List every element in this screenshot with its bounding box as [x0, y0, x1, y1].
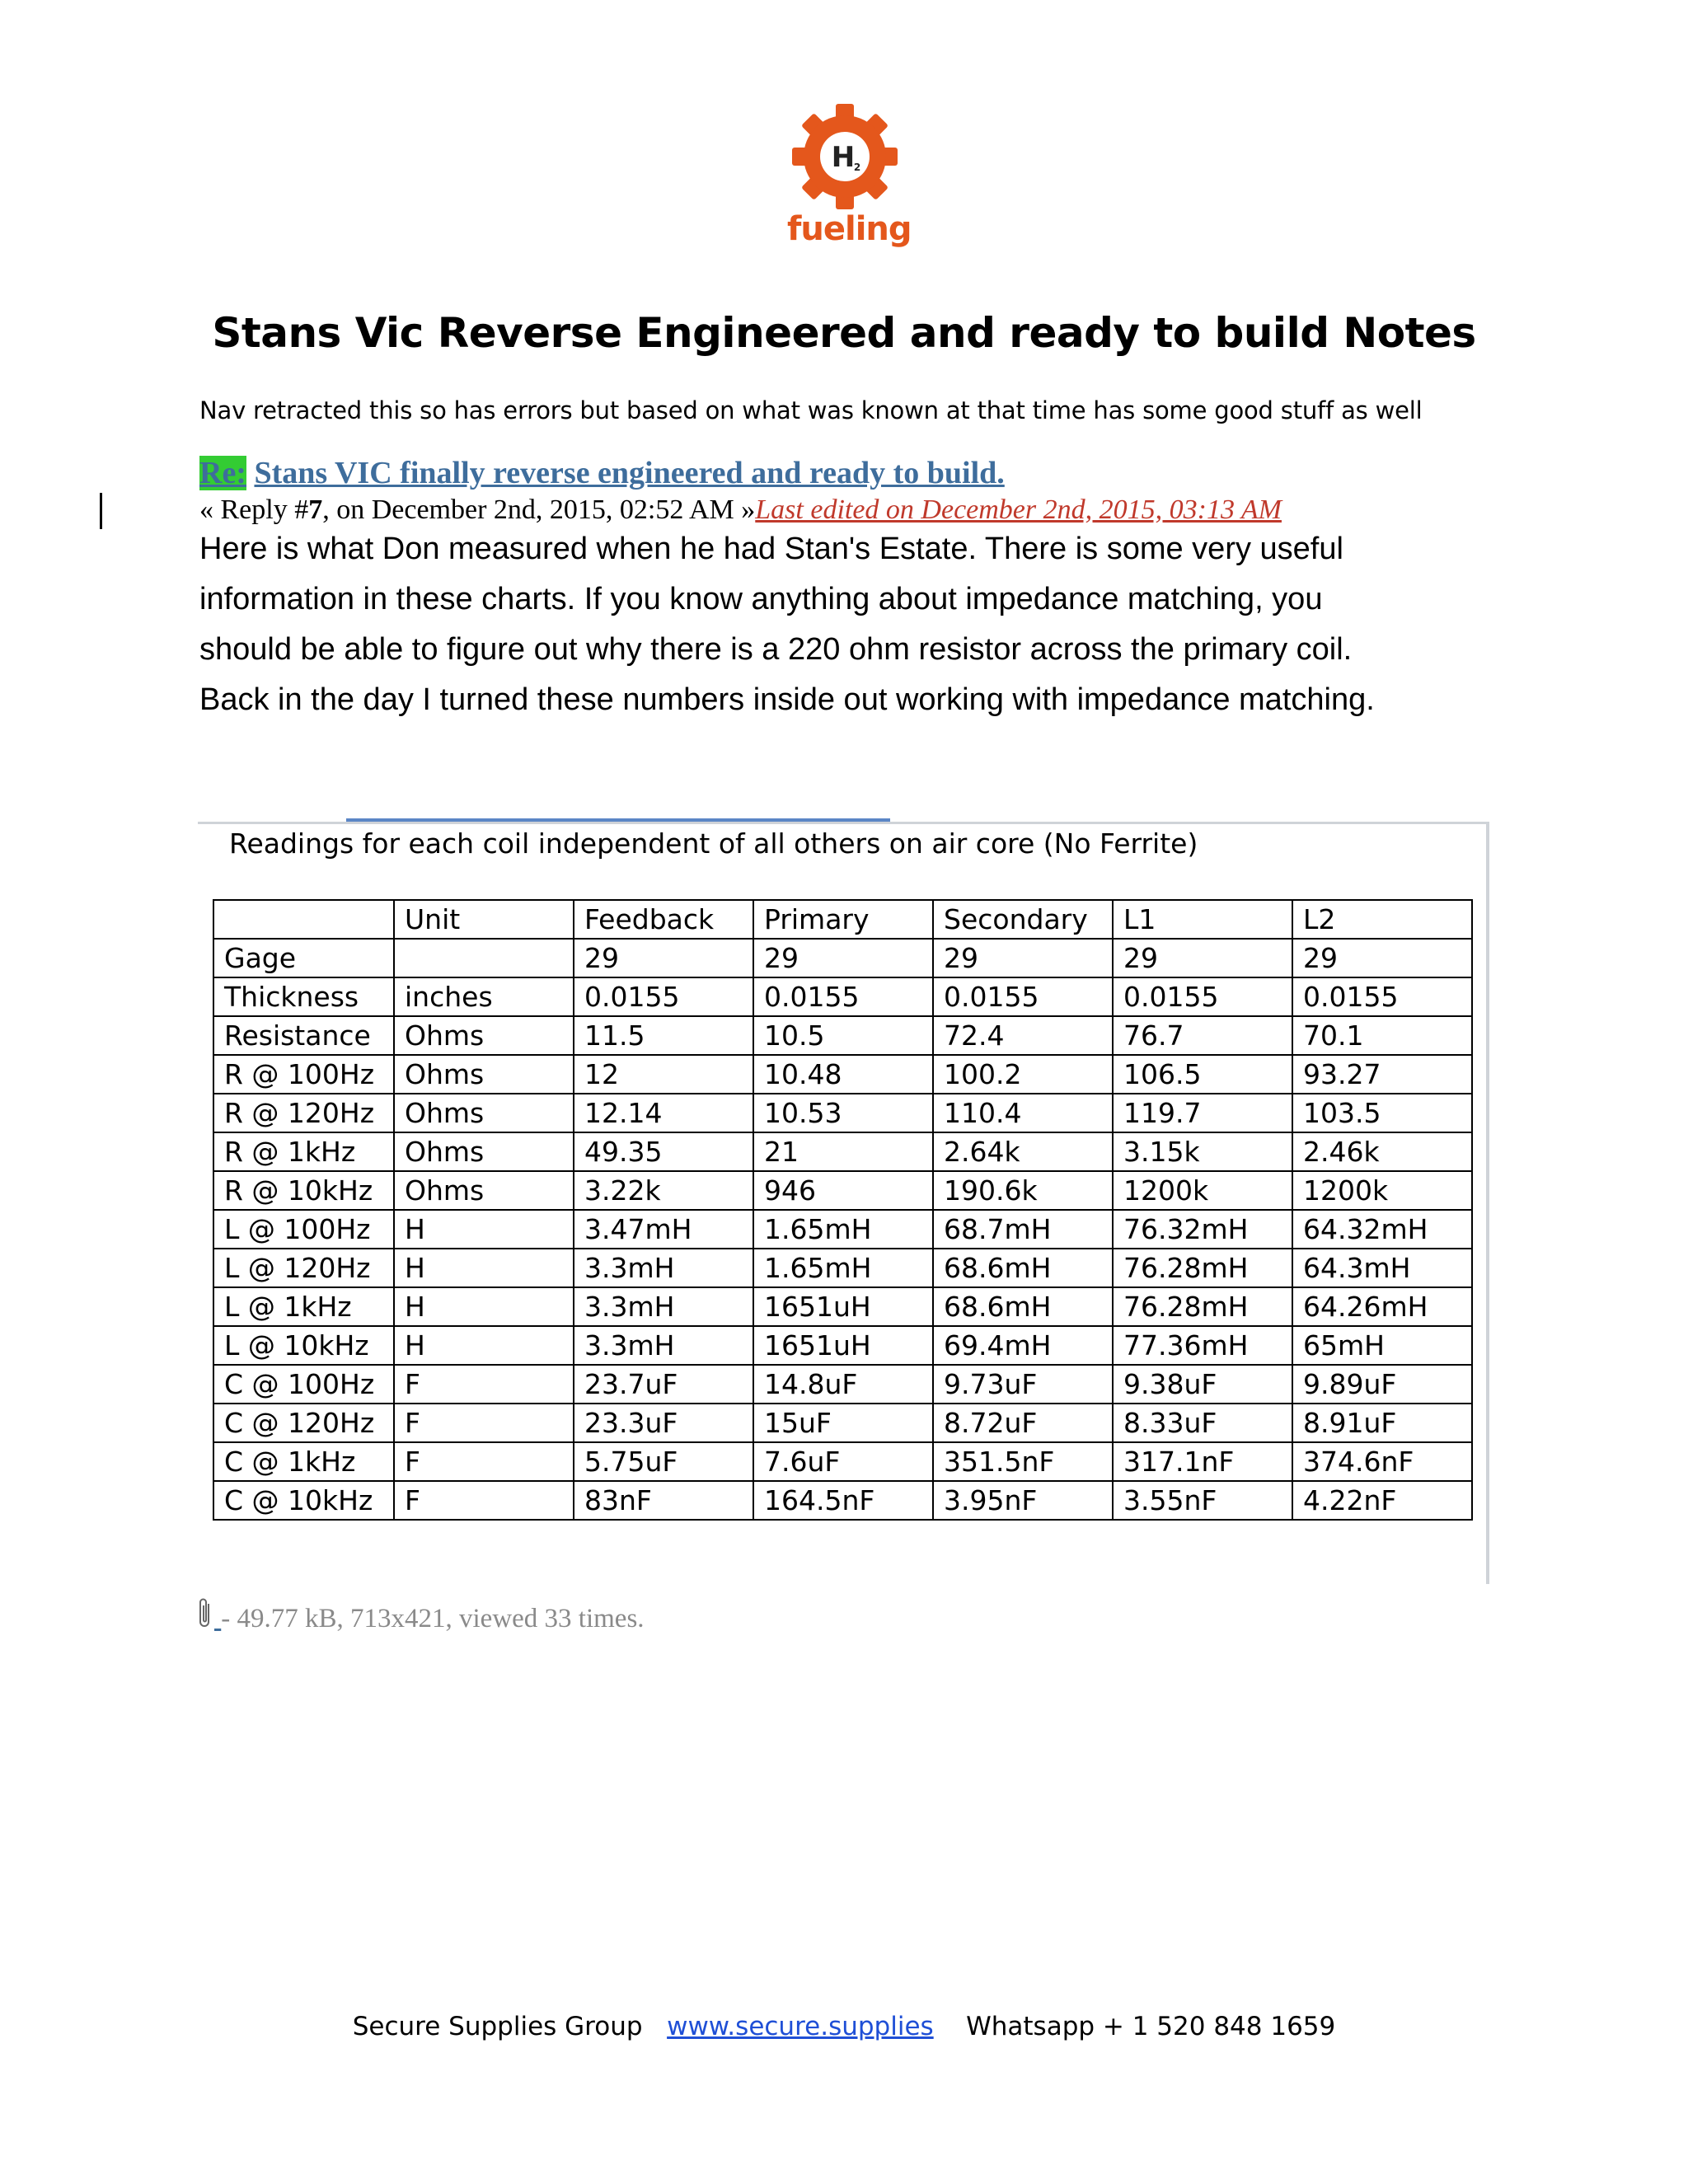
- table-cell: 9.73uF: [933, 1365, 1113, 1404]
- table-row-label: C @ 100Hz: [213, 1365, 394, 1404]
- table-cell: 3.15k: [1113, 1132, 1292, 1171]
- logo-badge-subscript: 2: [853, 162, 861, 173]
- table-row-label: R @ 120Hz: [213, 1094, 394, 1132]
- table-row: [213, 1326, 1472, 1365]
- table-cell: 8.91uF: [1292, 1404, 1472, 1442]
- table-cell: 374.6nF: [1292, 1442, 1472, 1481]
- table-cell: 72.4: [933, 1016, 1113, 1055]
- table-row-label: Gage: [213, 939, 394, 977]
- table-cell: 3.55nF: [1113, 1481, 1292, 1520]
- table-cell: 103.5: [1292, 1094, 1472, 1132]
- post-re-label[interactable]: Re:: [199, 456, 246, 490]
- table-cell: [394, 939, 574, 977]
- post-body-line: Here is what Don measured when he had Stan's Estate. There is some very useful: [199, 532, 1343, 566]
- table-cell: F: [394, 1442, 574, 1481]
- table-cell: 29: [753, 939, 933, 977]
- table-row-label: R @ 100Hz: [213, 1055, 394, 1094]
- table-cell: 9.89uF: [1292, 1365, 1472, 1404]
- table-cell: 0.0155: [933, 977, 1113, 1016]
- table-cell: H: [394, 1249, 574, 1287]
- table-row-label: L @ 1kHz: [213, 1287, 394, 1326]
- table-cell: 29: [1113, 939, 1292, 977]
- table-caption: Readings for each coil independent of all others on air core (No Ferrite): [229, 827, 1198, 860]
- table-cell: 8.72uF: [933, 1404, 1113, 1442]
- table-cell: 65mH: [1292, 1326, 1472, 1365]
- table-image-top-line: [346, 818, 890, 822]
- table-row-label: Thickness: [213, 977, 394, 1016]
- table-cell: 64.26mH: [1292, 1287, 1472, 1326]
- table-cell: 3.22k: [574, 1171, 753, 1210]
- table-cell: 119.7: [1113, 1094, 1292, 1132]
- table-cell: 10.48: [753, 1055, 933, 1094]
- table-row: [213, 1132, 1472, 1171]
- attachment-link[interactable]: [214, 1604, 221, 1633]
- table-cell: 83nF: [574, 1481, 753, 1520]
- logo-brand-text: fueling: [787, 210, 912, 248]
- table-cell: Ohms: [394, 1171, 574, 1210]
- table-cell: 3.3mH: [574, 1287, 753, 1326]
- table-cell: 68.6mH: [933, 1287, 1113, 1326]
- table-cell: 110.4: [933, 1094, 1113, 1132]
- table-cell: 0.0155: [1113, 977, 1292, 1016]
- text-cursor: [100, 493, 102, 529]
- table-cell: 76.32mH: [1113, 1210, 1292, 1249]
- table-cell: 9.38uF: [1113, 1365, 1292, 1404]
- table-cell: 93.27: [1292, 1055, 1472, 1094]
- table-cell: 10.5: [753, 1016, 933, 1055]
- table-row: [213, 1210, 1472, 1249]
- footer-contact: Whatsapp + 1 520 848 1659: [966, 2012, 1336, 2041]
- table-cell: F: [394, 1481, 574, 1520]
- table-cell: 10.53: [753, 1094, 933, 1132]
- table-cell: Ohms: [394, 1055, 574, 1094]
- table-cell: Ohms: [394, 1094, 574, 1132]
- table-header-cell: [213, 900, 394, 939]
- table-cell: 7.6uF: [753, 1442, 933, 1481]
- table-row-label: L @ 120Hz: [213, 1249, 394, 1287]
- table-row: [213, 1365, 1472, 1404]
- table-cell: 3.95nF: [933, 1481, 1113, 1520]
- table-cell: 3.47mH: [574, 1210, 753, 1249]
- table-cell: Ohms: [394, 1016, 574, 1055]
- table-cell: 14.8uF: [753, 1365, 933, 1404]
- table-cell: 64.3mH: [1292, 1249, 1472, 1287]
- table-cell: 1200k: [1113, 1171, 1292, 1210]
- table-cell: 12.14: [574, 1094, 753, 1132]
- table-cell: 29: [1292, 939, 1472, 977]
- post-meta-date: , on December 2nd, 2015, 02:52 AM »: [322, 494, 756, 525]
- table-row-label: R @ 10kHz: [213, 1171, 394, 1210]
- table-row: [213, 1094, 1472, 1132]
- table-cell: 29: [574, 939, 753, 977]
- post-body-line: Back in the day I turned these numbers inside out working with impedance matching.: [199, 682, 1375, 717]
- table-row-label: Resistance: [213, 1016, 394, 1055]
- table-cell: 70.1: [1292, 1016, 1472, 1055]
- table-cell: 0.0155: [574, 977, 753, 1016]
- table-cell: 76.28mH: [1113, 1249, 1292, 1287]
- page-footer: [0, 2012, 1688, 2041]
- post-header: [199, 455, 1005, 491]
- post-body-line: information in these charts. If you know anything about impedance matching, you: [199, 582, 1323, 616]
- table-row: [213, 939, 1472, 977]
- table-cell: H: [394, 1326, 574, 1365]
- paperclip-icon: [196, 1596, 214, 1630]
- table-cell: inches: [394, 977, 574, 1016]
- table-row: [213, 1055, 1472, 1094]
- table-cell: 69.4mH: [933, 1326, 1113, 1365]
- table-cell: 2.46k: [1292, 1132, 1472, 1171]
- post-reply-number: 7: [308, 494, 323, 525]
- footer-company: Secure Supplies Group: [352, 2012, 643, 2041]
- logo-badge-text: H: [831, 141, 856, 174]
- table-row-label: L @ 10kHz: [213, 1326, 394, 1365]
- table-cell: 190.6k: [933, 1171, 1113, 1210]
- attachment-details: - 49.77 kB, 713x421, viewed 33 times.: [221, 1604, 645, 1633]
- table-cell: H: [394, 1210, 574, 1249]
- post-body: [199, 524, 1485, 725]
- table-cell: 946: [753, 1171, 933, 1210]
- table-cell: 77.36mH: [1113, 1326, 1292, 1365]
- table-header-cell: Secondary: [933, 900, 1113, 939]
- page-title: Stans Vic Reverse Engineered and ready to build Notes: [212, 309, 1476, 357]
- table-cell: 12: [574, 1055, 753, 1094]
- table-header-cell: Primary: [753, 900, 933, 939]
- table-row: [213, 1171, 1472, 1210]
- table-cell: 29: [933, 939, 1113, 977]
- table-cell: Ohms: [394, 1132, 574, 1171]
- table-cell: F: [394, 1404, 574, 1442]
- table-row-label: C @ 10kHz: [213, 1481, 394, 1520]
- table-row: [213, 1016, 1472, 1055]
- table-row-label: L @ 100Hz: [213, 1210, 394, 1249]
- table-header-cell: L2: [1292, 900, 1472, 939]
- table-cell: 23.7uF: [574, 1365, 753, 1404]
- table-cell: 1.65mH: [753, 1210, 933, 1249]
- post-meta-prefix: « Reply #: [199, 494, 309, 525]
- subtitle: Nav retracted this so has errors but based on what was known at that time has some good stuff as well: [199, 396, 1423, 424]
- table-row-label: R @ 1kHz: [213, 1132, 394, 1171]
- table-cell: H: [394, 1287, 574, 1326]
- footer-website-link[interactable]: www.secure.supplies: [667, 2012, 934, 2041]
- table-cell: 23.3uF: [574, 1404, 753, 1442]
- table-cell: 3.3mH: [574, 1326, 753, 1365]
- table-header-cell: Unit: [394, 900, 574, 939]
- table-cell: 1200k: [1292, 1171, 1472, 1210]
- table-cell: 68.6mH: [933, 1249, 1113, 1287]
- coil-readings-table: [213, 899, 1473, 1521]
- table-row: [213, 1481, 1472, 1520]
- table-cell: 164.5nF: [753, 1481, 933, 1520]
- table-row: [213, 1287, 1472, 1326]
- table-cell: 11.5: [574, 1016, 753, 1055]
- table-cell: 0.0155: [753, 977, 933, 1016]
- table-cell: 2.64k: [933, 1132, 1113, 1171]
- post-topic-link[interactable]: Stans VIC finally reverse engineered and ready to build.: [254, 456, 1005, 490]
- post-last-edited-link[interactable]: Last edited on December 2nd, 2015, 03:13 AM: [755, 494, 1282, 525]
- table-cell: 49.35: [574, 1132, 753, 1171]
- table-cell: 8.33uF: [1113, 1404, 1292, 1442]
- table-row-label: C @ 1kHz: [213, 1442, 394, 1481]
- table-cell: 3.3mH: [574, 1249, 753, 1287]
- table-cell: 21: [753, 1132, 933, 1171]
- table-cell: 351.5nF: [933, 1442, 1113, 1481]
- table-cell: 1651uH: [753, 1326, 933, 1365]
- table-header-row: [213, 900, 1472, 939]
- table-cell: 317.1nF: [1113, 1442, 1292, 1481]
- table-header-cell: Feedback: [574, 900, 753, 939]
- table-row-label: C @ 120Hz: [213, 1404, 394, 1442]
- table-row: [213, 977, 1472, 1016]
- attachment-info: [196, 1596, 645, 1634]
- table-cell: 76.7: [1113, 1016, 1292, 1055]
- table-row: [213, 1442, 1472, 1481]
- table-cell: 0.0155: [1292, 977, 1472, 1016]
- table-cell: 100.2: [933, 1055, 1113, 1094]
- table-cell: 15uF: [753, 1404, 933, 1442]
- post-meta: [199, 494, 1282, 526]
- table-cell: 68.7mH: [933, 1210, 1113, 1249]
- table-cell: 1.65mH: [753, 1249, 933, 1287]
- gear-icon: [787, 103, 903, 210]
- table-row: [213, 1404, 1472, 1442]
- table-row: [213, 1249, 1472, 1287]
- table-cell: 5.75uF: [574, 1442, 753, 1481]
- table-cell: 106.5: [1113, 1055, 1292, 1094]
- table-cell: 64.32mH: [1292, 1210, 1472, 1249]
- table-cell: 76.28mH: [1113, 1287, 1292, 1326]
- table-header-cell: L1: [1113, 900, 1292, 939]
- table-cell: 4.22nF: [1292, 1481, 1472, 1520]
- table-cell: F: [394, 1365, 574, 1404]
- post-body-line: should be able to figure out why there is a 220 ohm resistor across the primary coil.: [199, 632, 1353, 667]
- table-cell: 1651uH: [753, 1287, 933, 1326]
